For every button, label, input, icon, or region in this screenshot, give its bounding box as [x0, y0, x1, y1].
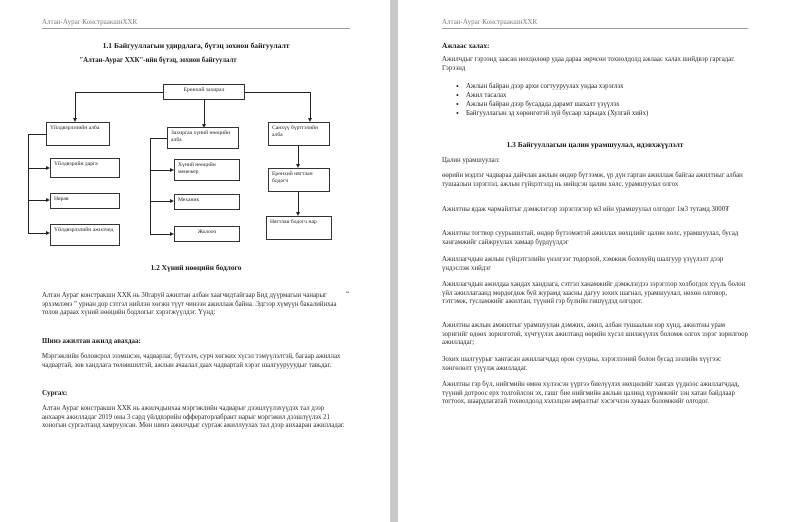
- org-box-driver: Жолооч: [174, 226, 240, 242]
- org-box-finance: Санхүү бүртгэлийн алба: [268, 122, 330, 146]
- page-header: Алтан-Аураг КонстраакшнХХК: [442, 18, 538, 26]
- connector: [150, 170, 172, 171]
- connector: [298, 146, 299, 166]
- section-title: 1.1 Байгууллагын удирдлага, бүтэц зохион байгуулалт: [102, 41, 290, 50]
- pay-paragraph: Ажилтны ажлын амжилтыг урамшуулан дэмжих, ажил, албан тушаалын нэр хүнд, ажилтны урам зоригийг өдөөх зорилготой, хүчтүүлэх ажилтанд өөрийн хүсэл шилжүүлэх боломж олгох зэрэг зорилгоор ажилладаг;: [442, 322, 748, 347]
- org-box-ceo: Ерөнхий захирал: [163, 84, 245, 100]
- list-item: • Ажил тасалах: [450, 91, 740, 100]
- connector: [28, 134, 29, 234]
- connector: [245, 92, 310, 93]
- list-item: • Ажлын байран дээр архи согтууруулах ундаа хэрэглэх: [450, 82, 740, 91]
- hiring-heading: Шинэ ажилтан ажилд авахдаа:: [42, 337, 141, 345]
- dismissal-heading: Ажлаас халах:: [442, 42, 490, 50]
- connector: [298, 192, 299, 214]
- connector: [28, 200, 48, 201]
- training-paragraph: Алтан Аураг констракшн ХХК нь ажилчдынхаа мэргэжлийн чадварыг дээшлүүлэхүүдэх тал дээр анхаарч ажилладаг 2019 оны 3 сард үйлдвэрийн оффераторлабрант нарыг мэргэжил дээшлүүлэх 21 хоногын сургалтанд хамруулсан. Мөн шинэ ажилчдыг сургаж ажиллуулах тал дээр анхааран ажилладаг.: [42, 405, 345, 430]
- pay-paragraph: өөрийн мэдлэг чадвараа дайчлан ажлын өндөр бүтээмж, үр дүн гарган ажиллаж байгаа ажилтныг албан тушаалын зэрэглэл, ажлын гүйцэтгэлд нь нийцсэн цалин хөлс, урамшуулал олгох: [442, 172, 743, 188]
- org-box-chief-accountant: Ерөнхий нягтлан бодогч: [268, 168, 330, 192]
- org-box-admin-hr: Захиргаа хүний нөөцийн алба: [167, 127, 239, 149]
- connector: [75, 92, 76, 120]
- training-heading: Сургах:: [42, 389, 68, 397]
- org-box-production: Үйлдвэрлэлийн алба: [46, 122, 110, 146]
- header-rule: [442, 28, 748, 29]
- org-box-mechanic: Механик: [174, 194, 240, 210]
- pay-subheading: Цалин урамшуулал:: [442, 157, 500, 164]
- pay-section-title: 1.3 Байгууллагын цалин урамшуулал, идэвхжүүлэлт: [506, 140, 684, 149]
- hiring-paragraph: Мэргэжлийн боловсрол эзэмшсэн, чадварлаг, бүтээлч, сурч хөгжих хүсэл тэмүүлэлтэй, багаар ажиллах чадвартай, зөв хандлага төлөвшилтэй, ажлын ачаалал даах чадвартай хэрэг шалгуурууудыг тавьдаг.: [42, 353, 341, 369]
- org-box-plant-manager: Үйлдвэрийн дарга: [50, 158, 120, 178]
- pay-paragraph: Ажилтны гэр бүл, нийгмийн өмнө хүлээсэн үүргээ биелүүлэх нөхцөлийг хангах үүднээс ажиллагчдад, түүний дотроос ерх толгойлсон эх, гашг бие нийгмийн ажлын цалинд хүрэмжийг зэн хатан байдлаар тогтоох, шаардлагатай тохиолдолд хэлэлцэн амралтыг хэсэгчлэн хуваах боломжийг олгодог.: [442, 381, 740, 406]
- document-page-right: [398, 0, 787, 522]
- pay-paragraph: Ажилтны тогтвор суурьшилтай, өндөр бүтээмжтэй ажиллах нөхцлийг цалин хөлс, урамшуулал, бусад хангамжийг сайжруулах замаар бүрдүүлдэг: [442, 230, 739, 246]
- pay-paragraph: Ажиллагчдын ажлын гүйцэтгэлийн үнэлгээг тодорхой, хэмжиж болохуйц шалгуур үзүүлэлт дээр үндэслэж хийдэг: [442, 256, 724, 272]
- page-header: Алтан-Аураг КонстраакшнХХК: [42, 18, 138, 26]
- connector: [150, 201, 172, 202]
- org-box-accountants: Нягтлан бодогч нар: [266, 216, 332, 240]
- org-chart-subtitle: "Алтан-Аураг ХХК"-ийн бүтэц, зохион байгуулалт: [79, 57, 237, 64]
- connector: [28, 134, 46, 135]
- connector: [28, 168, 48, 169]
- connector: [204, 100, 205, 126]
- connector: [150, 234, 172, 235]
- dismissal-reasons-list: [450, 82, 740, 118]
- list-item: • Байгууллагын эд хөрөнгөтэй зүй бусаар харьцах (Хулгай хийх): [450, 109, 740, 118]
- connector: [28, 233, 48, 234]
- hr-policy-title: 1.2 Хүний нөөцийн бодлого: [150, 263, 242, 272]
- dismissal-paragraph: Ажилчдыг гэрээнд заасан нөхцөлөөр удаа дараа зөрчсөн тохиолдолд ажлаас халах шийдвэр гаргадаг. Гэрээнд: [442, 56, 735, 72]
- pay-paragraph: Зохих шалгуурыг хангасан ажиллагчдад орон сууцны, хэрэглээний болон бусад зээлийн хүүгээс хөнгөлөлт үзүүлж ажилладаг.: [442, 356, 722, 372]
- pay-paragraph: Ажиллагчдын ажилдаа хандах хандлага, сэтгэл ханамжийг дэмжлэгдээ зэрэглээр холбогдох хүүль болон үйл ажиллагаанд мөрдөгдөж буй журамд заасны дагуу зохих шагнал, урамшуулал, нөхөн олговор, тэтгэмж, тусламжийг ажилтан, түүний гэр бүлийн гишүүдэд олгодог.: [442, 281, 746, 306]
- org-box-hr-manager: Хүний нөөцийн менежер: [174, 159, 240, 181]
- connector: [150, 138, 167, 139]
- connector: [310, 92, 311, 120]
- org-box-workers: Үйлдвэрлэлийн ажилчид: [50, 224, 120, 246]
- connector: [75, 92, 163, 93]
- header-rule: [42, 28, 350, 29]
- document-page-left: [0, 0, 390, 522]
- pay-paragraph: Ажилтны ядаж чармайлтыг дэмжлэгээр зэрэглэгээр м3 ийн урамшуулал олгодог 1м3 тутамд 3000₮: [442, 206, 730, 213]
- list-item: • Ажлын байран дээр бусадада дарамт шахалт үзүүлэх: [450, 100, 740, 109]
- org-box-storekeeper: Нярав: [50, 193, 120, 209]
- quote-mark: “: [346, 291, 350, 298]
- intro-paragraph: Алтан Аураг констракшн ХХК нь 30гаруй ажилтан албан хаагчидтайгаар Бид дүүрмагын чанарыг эрхэмлэмэ ” уриан дор сэтгэл нийлэн хөгжн түүт чинээн ажиллаж байна. Эдгээр хүмүүн бакалийнхаа толов дараах хүний нөөцийн бодлогыг хэрэгжүүлдэг. Үүнд:: [42, 292, 337, 317]
- connector: [150, 138, 151, 234]
